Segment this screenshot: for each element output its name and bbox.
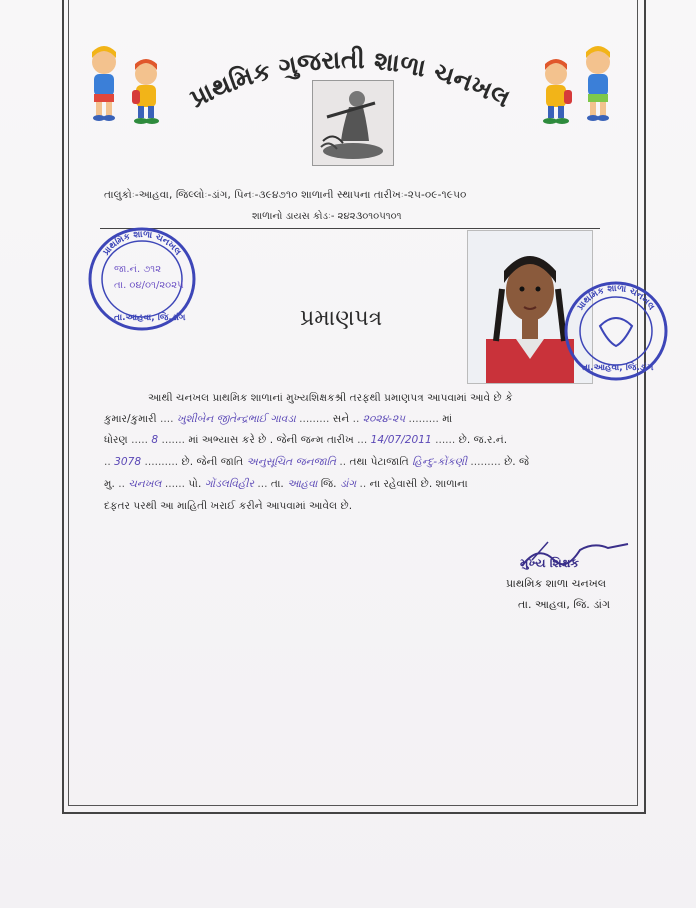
- label-studying: માં અભ્યાસ કરે છે . જેની જન્મ તારીખ: [188, 434, 354, 446]
- academic-year: ૨૦૨૪-૨૫: [362, 413, 406, 425]
- standard-value: 8: [151, 434, 159, 446]
- district-value: ડાંગ: [339, 478, 357, 490]
- label-who: છે. જે: [504, 456, 530, 468]
- label-district: જિ.: [320, 478, 337, 490]
- label-year: સને: [332, 413, 350, 425]
- taluka-value: આહવા: [287, 478, 318, 490]
- body-line-4: .. 3078 .......... છે. જેની જાતિ અનુસૂચિત જનજાતિ .. તથા પેટાજાતિ હિન્દુ-કોંકણી ......... છે. જે: [104, 456, 530, 468]
- body-line-2: કુમાર/કુમારી .... ખુશીબેન જીતેન્દ્રભાઈ ગાવડા ......... સને .. ૨૦૨૪-૨૫ ......... માં: [104, 413, 453, 425]
- label-village: મુ.: [104, 478, 115, 490]
- label-in: માં: [442, 413, 453, 425]
- label-resident: ના રહેવાસી છે. શાળાના: [369, 478, 468, 490]
- label-subcaste: તથા પેટાજાતિ: [349, 456, 409, 468]
- village-value: ચનખલ: [128, 478, 162, 490]
- body-line-1: આથી ચનખલ પ્રાથમિક શાળાનાં મુખ્યશિક્ષકશ્રી તરફથી પ્રમાણપત્ર આપવામાં આવે છે કે: [148, 392, 513, 404]
- svg-text:પ્રાથમિક શાળા ચનખલ: પ્રાથમિક શાળા ચનખલ: [575, 283, 657, 313]
- signature-place: તા. આહવા, જિ. ડાંગ: [518, 598, 610, 611]
- svg-text:પ્રાથમિક શાળા ચનખલ: પ્રાથમિક શાળા ચનખલ: [101, 229, 183, 258]
- label-standard: ધોરણ: [104, 434, 128, 446]
- certificate-title: પ્રમાણપત્ર: [300, 306, 383, 331]
- post-value: ગોંડલવિહીર: [204, 478, 254, 490]
- label-reg: છે. જ.ર.નં.: [458, 434, 508, 446]
- caste-value: અનુસૂચિત જનજાતિ: [246, 456, 336, 468]
- signature-school: પ્રાથમિક શાળા ચનખલ: [506, 577, 607, 590]
- date-of-birth: 14/07/2011: [370, 434, 432, 446]
- stamp-date: તા. ૦૪/૦૧/૨૦૨૫: [114, 280, 184, 291]
- body-line-5: મુ. .. ચનખલ ...... પો. ગોંડલવિહીર ... તા. આહવા જિ. ડાંગ .. ના રહેવાસી છે. શાળાના: [104, 478, 468, 490]
- body-line-6: દફતર પરથી આ માહિતી ખરાઈ કરીને આપવામાં આવેલ છે.: [104, 500, 353, 512]
- stamp-number: જા.નં. ૭૧૨: [114, 264, 162, 275]
- school-name-text: પ્રાથમિક ગુજરાતી શાળા ચનખલ: [185, 44, 515, 114]
- signature-role: મુખ્ય શિક્ષક: [520, 556, 579, 570]
- school-stamp-left: [84, 224, 200, 334]
- svg-text:તા.આહવા, જિ.ડાંગ: તા.આહવા, જિ.ડાંગ: [114, 313, 186, 323]
- dise-code: શાળાનો ડાયસ કોડઃ- ૨૪૨૩૦૧૦૫૧૦૧: [252, 211, 402, 222]
- label-gender: કુમાર/કુમારી: [104, 413, 157, 425]
- svg-text:તા.આહવા, જિ.ડાંગ: તા.આહવા, જિ.ડાંગ: [582, 363, 654, 373]
- body-line-3: ધોરણ ..... 8 ....... માં અભ્યાસ કરે છે . જેની જન્મ તારીખ ... 14/07/2011 ...... છે. જ.ર.નં.: [104, 434, 508, 446]
- register-number: 3078: [114, 456, 142, 468]
- subcaste-value: હિન્દુ-કોંકણી: [412, 456, 467, 468]
- label-caste: છે. જેની જાતિ: [181, 456, 244, 468]
- school-address: તાલુકોઃ-આહવા, જિલ્લોઃ-ડાંગ, પિનઃ-૩૯૪૭૧૦ શાળાની સ્થાપના તારીખઃ-૨૫-૦૯-૧૯૫૦: [104, 189, 467, 201]
- label-post: પો.: [188, 478, 202, 490]
- student-name: ખુશીબેન જીતેન્દ્રભાઈ ગાવડા: [176, 413, 296, 425]
- school-stamp-right: [560, 276, 672, 386]
- saraswati-image: [312, 80, 394, 166]
- label-taluka: તા.: [270, 478, 284, 490]
